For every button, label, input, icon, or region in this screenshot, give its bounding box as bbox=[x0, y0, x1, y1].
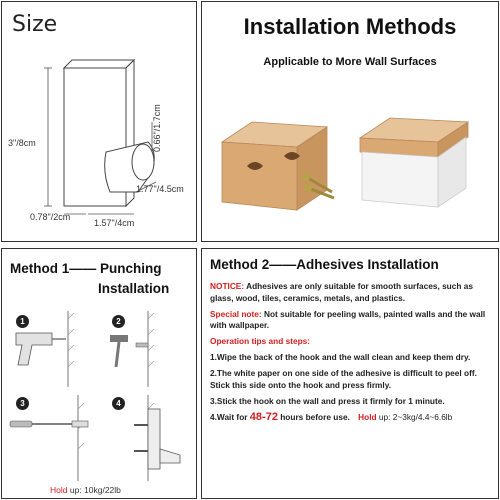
method2-hold-label: Hold bbox=[358, 411, 377, 422]
step-4-suffix: hours before use. bbox=[277, 411, 350, 422]
size-panel bbox=[1, 1, 197, 242]
installation-title: Installation Methods bbox=[243, 14, 457, 39]
mounted-hook-icon bbox=[134, 409, 180, 469]
method1-title-line2: Installation bbox=[98, 281, 170, 296]
step-1-text: 1.Wipe the back of the hook and the wall clean and keep them dry. bbox=[210, 352, 471, 362]
special-note-label: Special note: bbox=[210, 308, 262, 319]
method1-title: Method 1—— Punching bbox=[10, 261, 162, 276]
method1-hold bbox=[50, 485, 121, 495]
method2-title: Method 2——Adhesives Installation bbox=[210, 257, 439, 272]
notice-paragraph bbox=[210, 281, 494, 304]
size-title: Size bbox=[12, 12, 58, 37]
step-4-prefix: 4.Wait for bbox=[210, 411, 250, 422]
depth-dim: 1.77"/4.5cm bbox=[136, 184, 184, 194]
step-3-badge: 3 bbox=[16, 397, 29, 410]
drill-icon bbox=[16, 333, 66, 365]
screwdriver-icon bbox=[10, 421, 88, 427]
installation-methods-panel bbox=[201, 1, 499, 242]
step-2-text: 2.The white paper on one side of the adhesive is difficult to peel off. Stick this side onto the hook and press firmly. bbox=[210, 368, 477, 390]
method2-hold-value: up: 2~3kg/4.4~6.6lb bbox=[376, 411, 453, 422]
notice-text: Adhesives are only suitable for smooth surfaces, such as glass, wood, tiles, ceramics, metals, and plastics. bbox=[210, 281, 473, 303]
diameter-dim: 0.66"/1.7cm bbox=[152, 104, 162, 152]
special-note-text: Not suitable for peeling walls, painted walls and the wall with wallpaper. bbox=[210, 308, 486, 330]
thickness-dim: 0.78"/2cm bbox=[30, 212, 71, 222]
step-4-hours: 48-72 bbox=[249, 410, 278, 423]
tips-title: Operation tips and steps: bbox=[210, 336, 311, 346]
wood-blocks-illustration bbox=[202, 2, 499, 242]
installation-subtitle: Applicable to More Wall Surfaces bbox=[263, 56, 437, 68]
step-4-badge: 4 bbox=[112, 397, 125, 410]
step-4-text bbox=[210, 412, 494, 424]
width-dim: 1.57"/4cm bbox=[94, 218, 135, 228]
method1-hold-value: up: 10kg/22lb bbox=[69, 485, 121, 495]
step-3-text: 3.Stick the hook on the wall and press it firmly for 1 minute. bbox=[210, 395, 445, 406]
hook-dimension-drawing bbox=[2, 2, 197, 242]
step-2-badge: 2 bbox=[112, 315, 125, 328]
punching-steps-illustration bbox=[2, 249, 197, 499]
notice-label: NOTICE: bbox=[210, 281, 245, 291]
step-1-badge: 1 bbox=[16, 315, 29, 328]
method2-body bbox=[210, 281, 494, 428]
method1-hold-label: Hold bbox=[50, 485, 68, 495]
special-note-paragraph bbox=[210, 309, 494, 332]
method1-panel bbox=[1, 248, 197, 499]
method2-panel bbox=[201, 248, 499, 499]
height-dim: 3"/8cm bbox=[8, 138, 36, 148]
hammer-icon bbox=[110, 335, 148, 367]
